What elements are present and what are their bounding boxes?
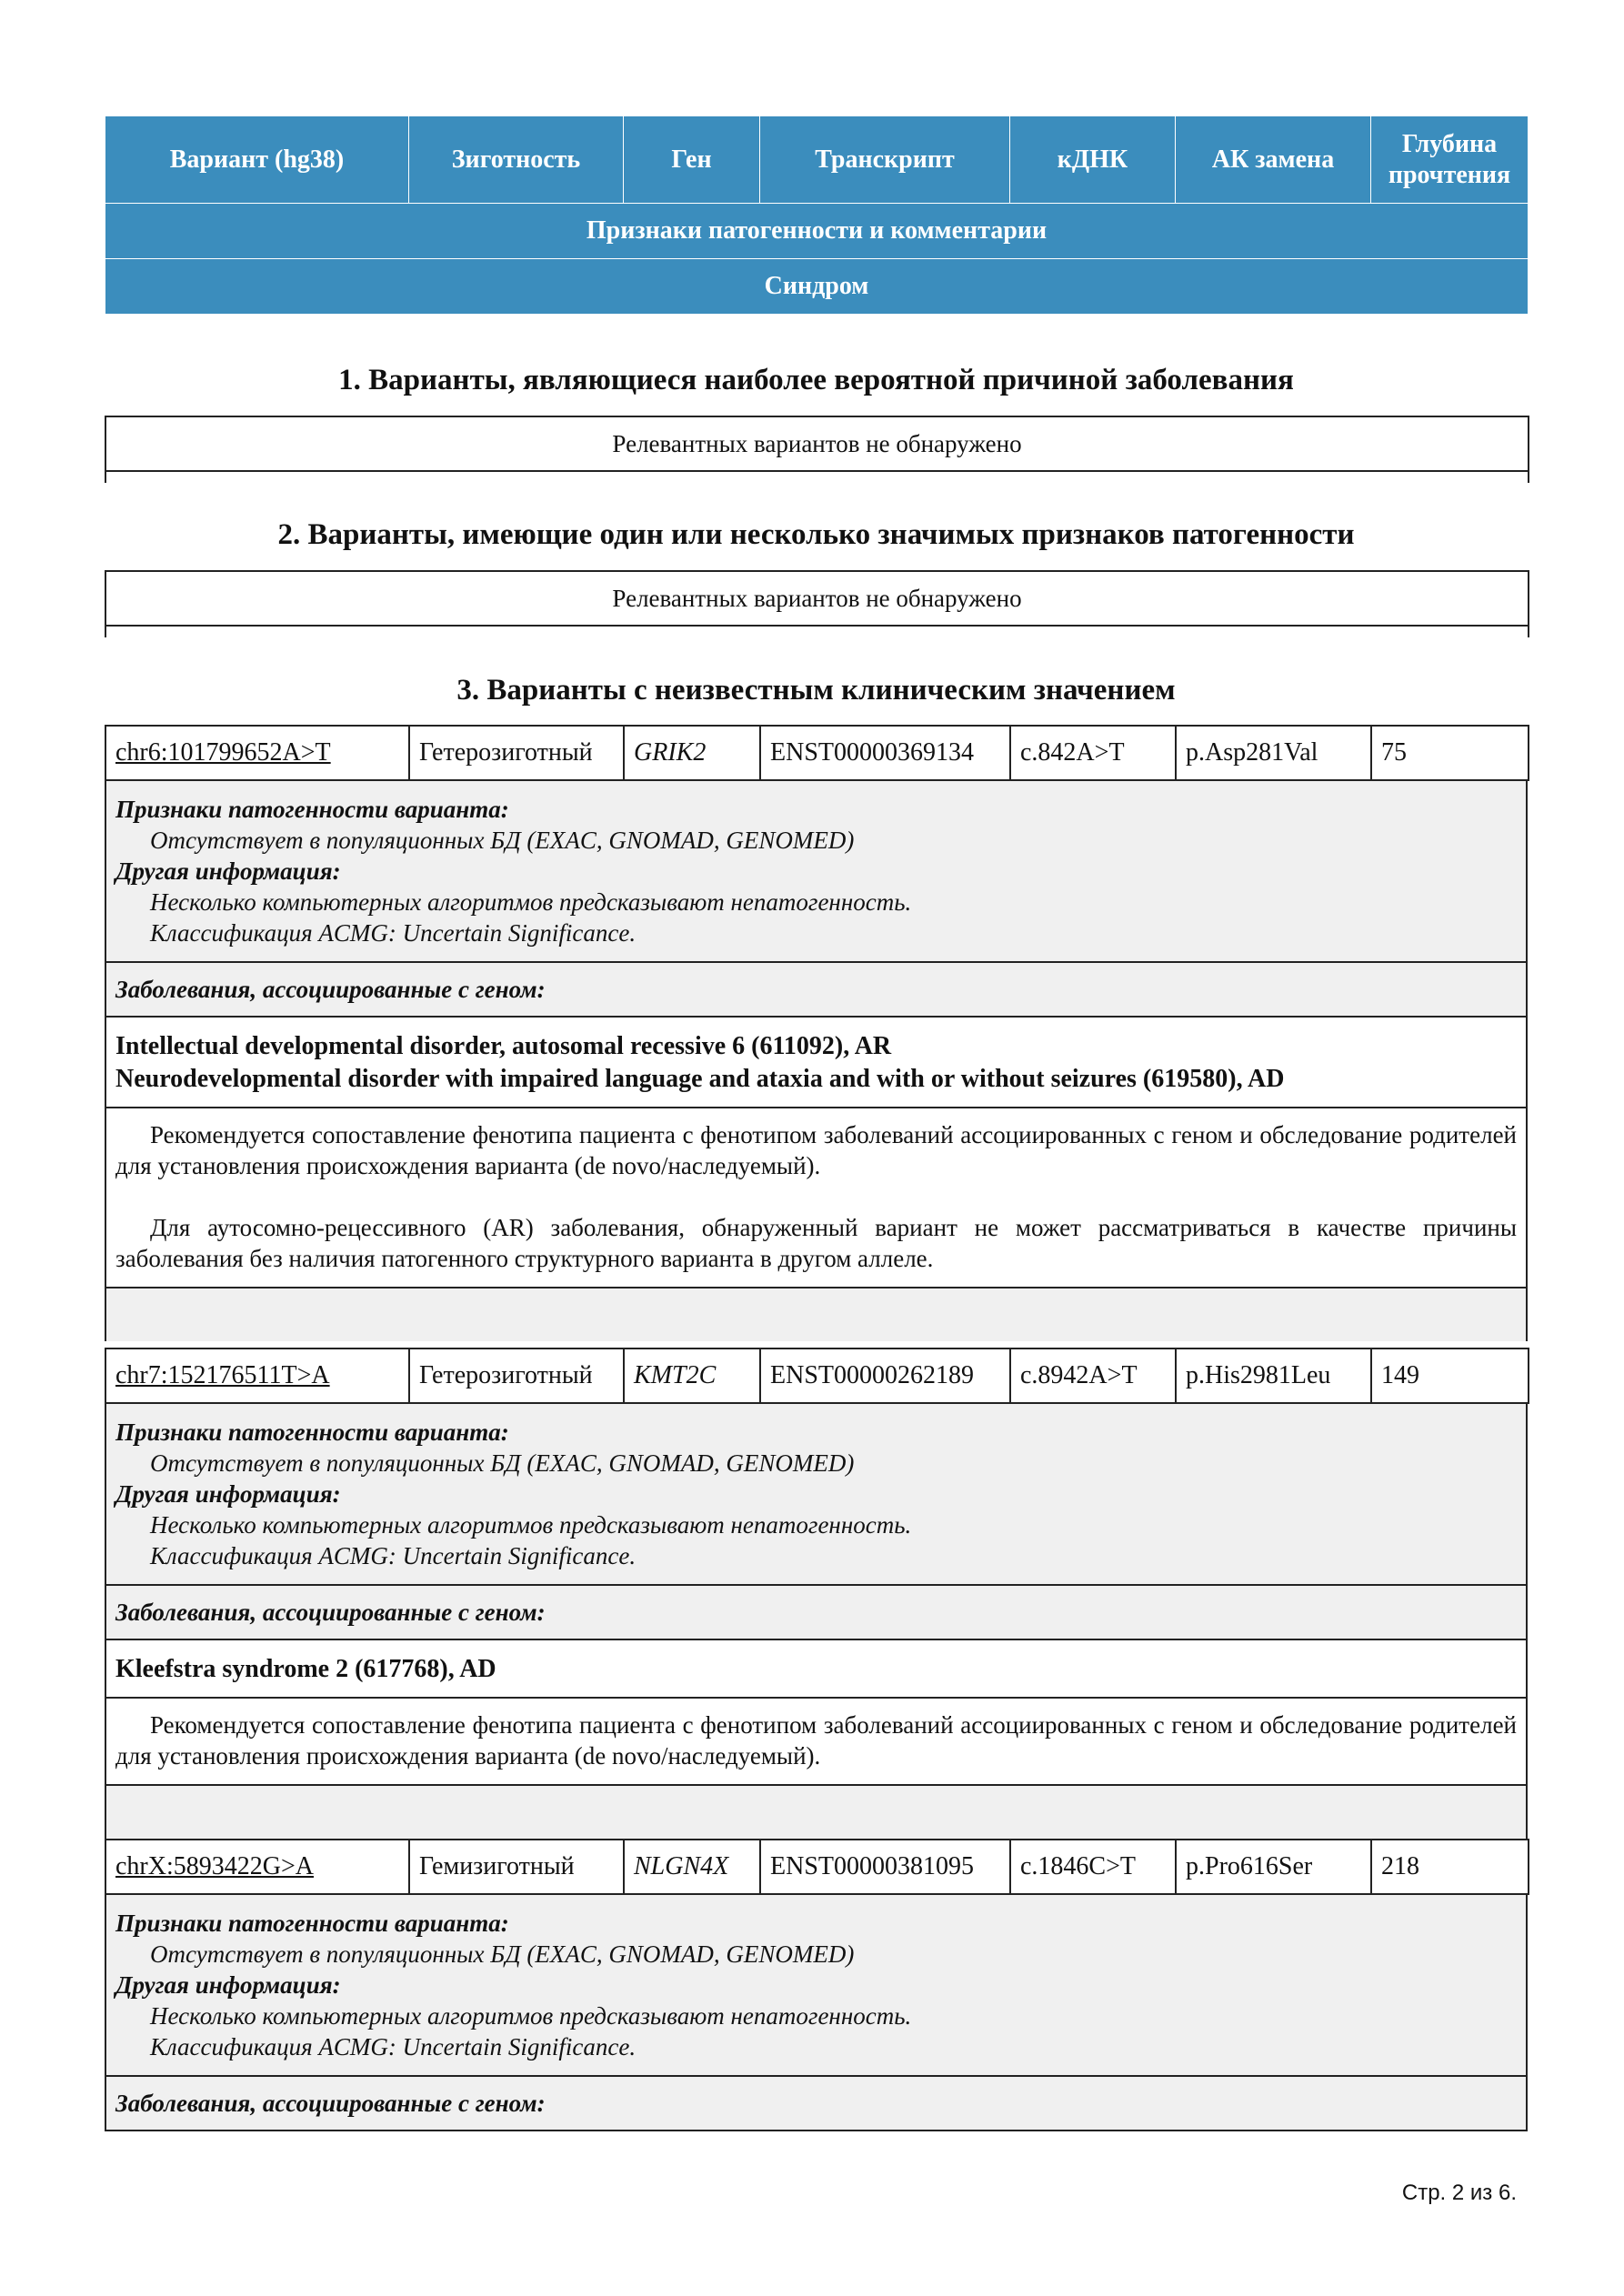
recommendation-text: Для аутосомно-рецессивного (AR) заболевания, обнаруженный вариант не может рассматриваться в качестве причины заболевания без наличия патогенного структурного варианта в другом аллеле. <box>115 1214 1517 1272</box>
variant-locus-link[interactable]: chr7:152176511T>A <box>105 1349 409 1403</box>
variant-gene: GRIK2 <box>624 726 760 780</box>
diseases-block <box>105 1018 1528 1108</box>
variant-locus-link[interactable]: chr6:101799652A>T <box>105 726 409 780</box>
acmg-class-text: Классификация ACMG: Uncertain Significance. <box>150 1542 637 1569</box>
variant-zygosity: Гемизиготный <box>409 1840 624 1894</box>
disease-item: Intellectual developmental disorder, autosomal recessive 6 (611092), AR <box>115 1032 892 1060</box>
disease-item: Kleefstra syndrome 2 (617768), AD <box>115 1655 496 1683</box>
other-info-label: Другая информация: <box>115 1480 341 1508</box>
other-info-label: Другая информация: <box>115 857 341 885</box>
pathogenicity-label: Признаки патогенности варианта: <box>115 796 509 823</box>
acmg-class-text: Классификация ACMG: Uncertain Significance. <box>150 2033 637 2060</box>
pathogenicity-label: Признаки патогенности варианта: <box>115 1910 509 1937</box>
variant-transcript: ENST00000381095 <box>760 1840 1010 1894</box>
recommendation-text: Рекомендуется сопоставление фенотипа пациента с фенотипом заболеваний ассоциированных с геном и обследование родителей для установления происхождения варианта (de novo/наследуемый). <box>115 1121 1517 1179</box>
section-1-title: 1. Варианты, являющиеся наиболее вероятной причиной заболевания <box>338 364 1294 396</box>
variant-depth: 218 <box>1371 1840 1529 1894</box>
variant-row <box>105 1348 1529 1404</box>
legend-col-gene: Ген <box>624 116 760 204</box>
legend-col-zygosity: Зиготность <box>409 116 624 204</box>
variant-cdna: c.8942A>T <box>1010 1349 1176 1403</box>
diseases-label: Заболевания, ассоциированные с геном: <box>115 2090 546 2117</box>
section-2-empty: Релевантных вариантов не обнаружено <box>105 570 1529 627</box>
variant-zygosity: Гетерозиготный <box>409 1349 624 1403</box>
section-3-title: 3. Варианты с неизвестным клиническим значением <box>456 674 1176 707</box>
other-info-label: Другая информация: <box>115 1971 341 1999</box>
pathogenicity-text: Отсутствует в популяционных БД (EXAC, GNOMAD, GENOMED) <box>150 1449 855 1477</box>
variant-row <box>105 725 1529 781</box>
variant-aa-change: p.Pro616Ser <box>1176 1840 1371 1894</box>
variant-gene: NLGN4X <box>624 1840 760 1894</box>
variant-transcript: ENST00000369134 <box>760 726 1010 780</box>
diseases-block <box>105 1640 1528 1699</box>
variant-aa-change: p.His2981Leu <box>1176 1349 1371 1403</box>
legend-col-variant: Вариант (hg38) <box>105 116 409 204</box>
legend-col-aa: АК замена <box>1176 116 1371 204</box>
variant-card <box>105 1348 1528 1839</box>
disease-item: Neurodevelopmental disorder with impaired language and ataxia and with or without seizures (619580), AD <box>115 1065 1285 1093</box>
section-1-tail <box>105 472 1529 483</box>
variant-gene: KMT2C <box>624 1349 760 1403</box>
variant-depth: 75 <box>1371 726 1529 780</box>
variant-pathogenicity-block <box>105 1895 1528 2131</box>
pathogenicity-label: Признаки патогенности варианта: <box>115 1419 509 1446</box>
variant-card <box>105 1839 1528 2131</box>
variant-spacer <box>105 1786 1528 1839</box>
variant-pathogenicity-block <box>105 1404 1528 1640</box>
other-info-text: Несколько компьютерных алгоритмов предсказывают непатогенность. <box>150 1511 912 1539</box>
variant-zygosity: Гетерозиготный <box>409 726 624 780</box>
variant-pathogenicity-block <box>105 781 1528 1018</box>
other-info-text: Несколько компьютерных алгоритмов предсказывают непатогенность. <box>150 888 912 916</box>
variant-transcript: ENST00000262189 <box>760 1349 1010 1403</box>
report-page <box>105 115 1528 2117</box>
page-number: Стр. 2 из 6. <box>1401 2181 1517 2205</box>
variant-aa-change: p.Asp281Val <box>1176 726 1371 780</box>
section-1-empty: Релевантных вариантов не обнаружено <box>105 416 1529 472</box>
other-info-text: Несколько компьютерных алгоритмов предсказывают непатогенность. <box>150 2002 912 2030</box>
variant-depth: 149 <box>1371 1349 1529 1403</box>
recommendation-block <box>105 1699 1528 1786</box>
section-2-title: 2. Варианты, имеющие один или несколько значимых признаков патогенности <box>277 518 1355 551</box>
variant-card <box>105 725 1528 1341</box>
variant-locus-link[interactable]: chrX:5893422G>A <box>105 1840 409 1894</box>
acmg-class-text: Классификация ACMG: Uncertain Significance. <box>150 919 637 947</box>
legend-col-transcript: Транскрипт <box>760 116 1010 204</box>
recommendation-block <box>105 1108 1528 1288</box>
pathogenicity-text: Отсутствует в популяционных БД (EXAC, GNOMAD, GENOMED) <box>150 1940 855 1968</box>
variant-row <box>105 1839 1529 1895</box>
diseases-label: Заболевания, ассоциированные с геном: <box>115 1599 546 1626</box>
legend-row-comments: Признаки патогенности и комментарии <box>105 204 1529 259</box>
legend-table <box>105 115 1529 315</box>
recommendation-text: Рекомендуется сопоставление фенотипа пациента с фенотипом заболеваний ассоциированных с геном и обследование родителей для установления происхождения варианта (de novo/наследуемый). <box>115 1711 1517 1770</box>
legend-row-syndrome: Синдром <box>105 259 1529 315</box>
variant-spacer <box>105 1288 1528 1341</box>
pathogenicity-text: Отсутствует в популяционных БД (EXAC, GNOMAD, GENOMED) <box>150 827 855 854</box>
section-2-tail <box>105 627 1529 637</box>
diseases-label: Заболевания, ассоциированные с геном: <box>115 976 546 1003</box>
variant-cdna: c.1846C>T <box>1010 1840 1176 1894</box>
legend-col-cdna: кДНК <box>1010 116 1176 204</box>
legend-col-depth: Глубина прочтения <box>1371 116 1529 204</box>
variant-cdna: c.842A>T <box>1010 726 1176 780</box>
